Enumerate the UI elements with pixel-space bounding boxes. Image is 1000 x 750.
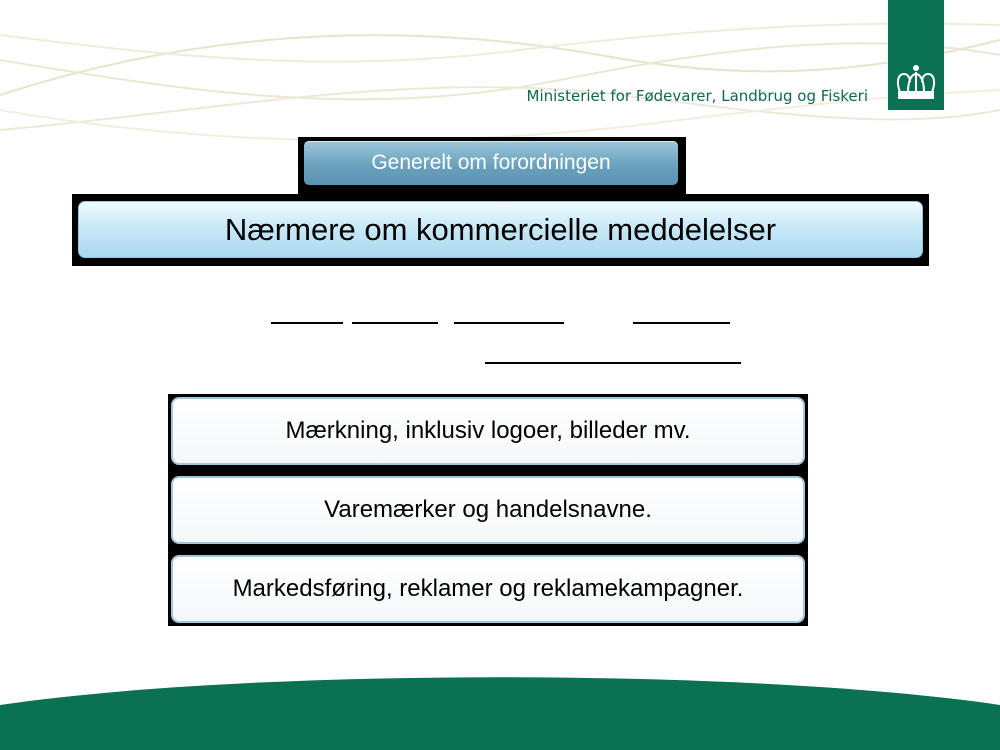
footer-wave (0, 660, 1000, 750)
blank-line (633, 322, 730, 324)
list-item-marketing: Markedsføring, reklamer og reklamekampagner. (171, 555, 805, 623)
blank-line (271, 322, 343, 324)
ministry-logo (888, 0, 944, 110)
items-list (168, 394, 808, 626)
section-tab-frame (298, 137, 686, 194)
crown-icon (892, 62, 940, 104)
blank-line (485, 362, 741, 364)
slide-title: Nærmere om kommercielle meddelelser (78, 201, 923, 258)
list-item-labelling: Mærkning, inklusiv logoer, billeder mv. (171, 397, 805, 465)
blank-line (454, 322, 564, 324)
list-item-trademarks: Varemærker og handelsnavne. (171, 476, 805, 544)
header-wave-decoration (0, 0, 1000, 160)
ministry-name: Ministeriet for Fødevarer, Landbrug og Fiskeri (526, 87, 868, 105)
title-frame (72, 194, 929, 266)
blank-line (352, 322, 438, 324)
section-tab: Generelt om forordningen (304, 141, 678, 185)
